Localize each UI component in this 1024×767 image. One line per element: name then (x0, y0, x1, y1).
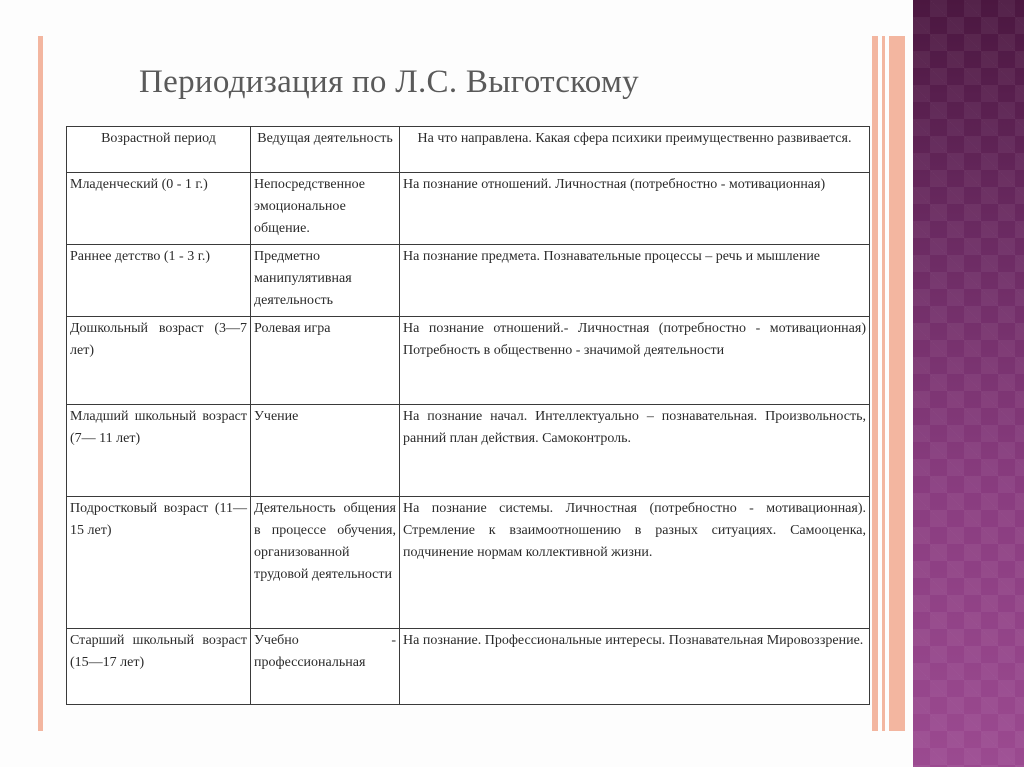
page-title: Периодизация по Л.С. Выготскому (139, 64, 639, 100)
cell-activity: Ролевая игра (251, 317, 400, 405)
periodization-table (66, 126, 870, 705)
cell-direction: На познание предмета. Познавательные процессы – речь и мышление (400, 245, 870, 317)
table-row (67, 405, 870, 497)
cell-direction: На познание начал. Интеллектуально – познавательная. Произвольность, ранний план действия. Самоконтроль. (400, 405, 870, 497)
decor-line-right (882, 36, 885, 731)
decorative-side-panel (913, 0, 1024, 767)
cell-activity: Учение (251, 405, 400, 497)
cell-activity: Деятельность общения в процессе обучения, организованной трудовой деятельности (251, 497, 400, 629)
decor-line-right (872, 36, 878, 731)
cell-period: Подростковый возраст (11—15 лет) (67, 497, 251, 629)
column-header-period: Возрастной период (67, 127, 251, 173)
cell-activity: Учебно - профессиональная (251, 629, 400, 705)
cell-activity: Предметно манипулятивная деятельность (251, 245, 400, 317)
cell-direction: На познание отношений. Личностная (потребностно - мотивационная) (400, 173, 870, 245)
cell-period: Дошкольный возраст (3—7 лет) (67, 317, 251, 405)
cell-period: Младший школьный возраст (7— 11 лет) (67, 405, 251, 497)
cell-period: Раннее детство (1 - 3 г.) (67, 245, 251, 317)
table-row (67, 497, 870, 629)
column-header-activity: Ведущая деятельность (251, 127, 400, 173)
column-header-direction: На что направлена. Какая сфера психики преимущественно развивается. (400, 127, 870, 173)
cell-activity: Непосредственное эмоциональное общение. (251, 173, 400, 245)
cell-period: Старший школьный возраст (15—17 лет) (67, 629, 251, 705)
cell-period: Младенческий (0 - 1 г.) (67, 173, 251, 245)
decor-line-left (38, 36, 43, 731)
table-row (67, 245, 870, 317)
decor-line-right (889, 36, 905, 731)
diamond-pattern (913, 0, 1024, 767)
table-row (67, 173, 870, 245)
cell-direction: На познание отношений.- Личностная (потребностно - мотивационная) Потребность в общественно - значимой деятельности (400, 317, 870, 405)
cell-direction: На познание системы. Личностная (потребностно - мотивационная). Стремление к взаимоотношению в разных ситуациях. Самооценка, подчинение нормам коллективной жизни. (400, 497, 870, 629)
table-row (67, 629, 870, 705)
table-header-row (67, 127, 870, 173)
cell-direction: На познание. Профессиональные интересы. Познавательная Мировоззрение. (400, 629, 870, 705)
table-row (67, 317, 870, 405)
